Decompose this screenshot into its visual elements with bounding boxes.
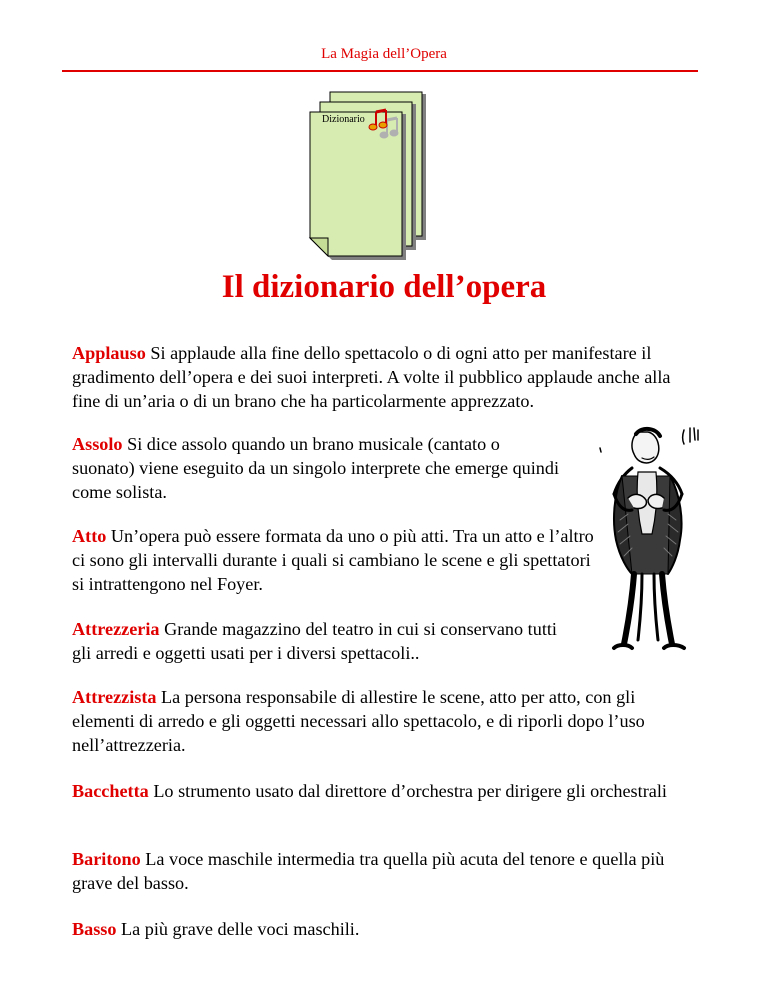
dictionary-logo <box>298 90 442 262</box>
entry-text: Lo strumento usato dal direttore d’orchestra per dirigere gli orchestrali <box>148 781 667 801</box>
entry-atto <box>72 524 594 596</box>
entry-bacchetta <box>72 779 702 803</box>
entry-applauso <box>72 341 702 413</box>
entry-term: Applauso <box>72 343 146 363</box>
logo-label: Dizionario <box>322 114 365 125</box>
stacked-pages-icon <box>298 90 442 262</box>
entry-term: Atto <box>72 526 107 546</box>
opera-singer-illustration <box>598 424 706 656</box>
entry-text: La voce maschile intermedia tra quella più acuta del tenore e quella più grave del basso. <box>72 849 665 893</box>
page-title: Il dizionario dell’opera <box>221 269 547 305</box>
entry-basso <box>72 917 702 941</box>
entry-text: La persona responsabile di allestire le scene, atto per atto, con gli elementi di arredo e gli oggetti necessari allo spettacolo, e di riporli dopo l’uso nell’attrezzeria. <box>72 687 645 755</box>
entry-term: Attrezzeria <box>72 619 160 639</box>
entry-term: Assolo <box>72 434 123 454</box>
singer-sketch-image <box>598 424 706 656</box>
entry-attrezzeria <box>72 617 572 665</box>
header-rule <box>62 70 698 72</box>
entry-term: Bacchetta <box>72 781 149 801</box>
entry-text: La più grave delle voci maschili. <box>116 919 360 939</box>
entry-text: Si dice assolo quando un brano musicale (cantato o suonato) viene eseguito da un singolo interprete che emerge quindi come solista. <box>72 434 560 502</box>
entry-term: Attrezzista <box>72 687 157 707</box>
entry-baritono <box>72 847 702 895</box>
entry-text: Grande magazzino del teatro in cui si conservano tutti gli arredi e oggetti usati per i diversi spettacoli.. <box>72 619 557 663</box>
entry-assolo <box>72 432 564 504</box>
entry-attrezzista <box>72 685 702 757</box>
entry-term: Basso <box>72 919 117 939</box>
page-header-title: La Magia dell’Opera <box>321 46 447 62</box>
entry-text: Un’opera può essere formata da uno o più atti. Tra un atto e l’altro ci sono gli intervalli durante i quali si cambiano le scene e gli spettatori si intrattengono nel Foyer. <box>72 526 594 594</box>
entry-text: Si applaude alla fine dello spettacolo o di ogni atto per manifestare il gradimento dell’opera e dei suoi interpreti. A volte il pubblico applaude anche alla fine di un’aria o di un brano che ha particolarmente apprezzato. <box>72 343 671 411</box>
entry-term: Baritono <box>72 849 141 869</box>
